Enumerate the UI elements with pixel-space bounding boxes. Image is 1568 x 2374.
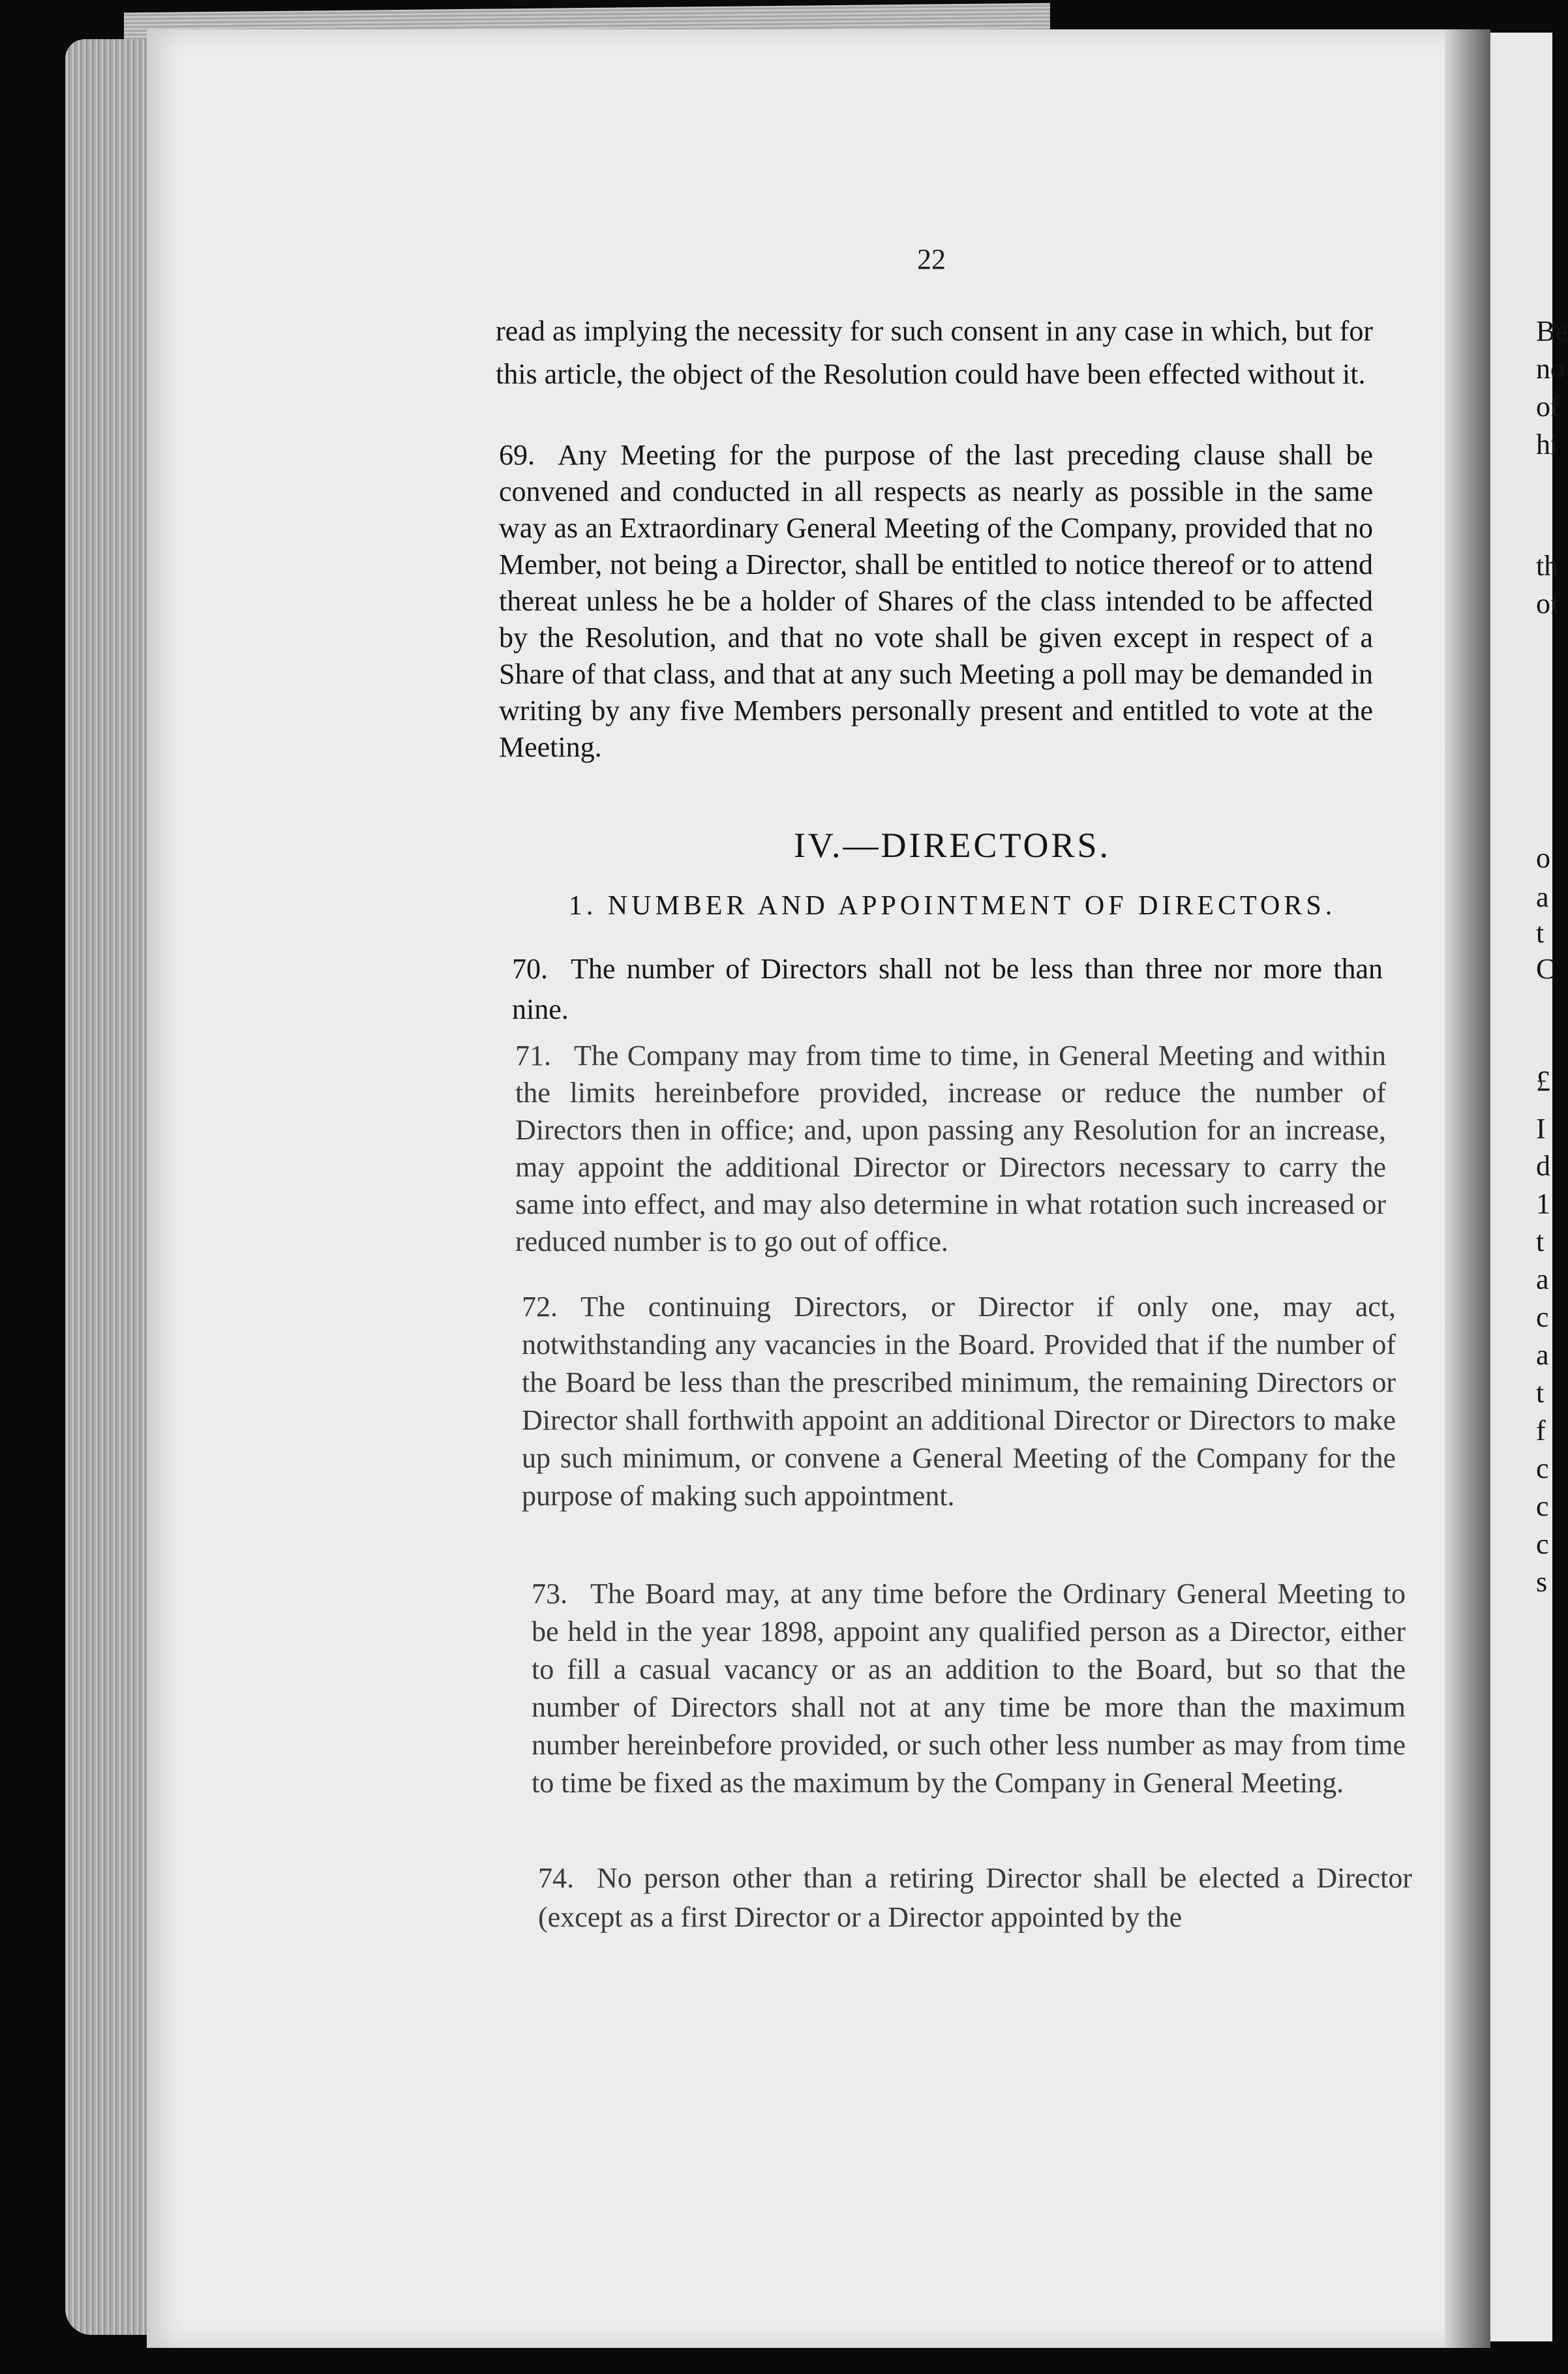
clause-number: 70. xyxy=(512,953,548,985)
facing-fragment: 1 xyxy=(1536,1188,1550,1220)
facing-fragment: th xyxy=(1536,550,1559,582)
clause-number: 72. xyxy=(522,1291,558,1323)
clause-number: 73. xyxy=(532,1578,567,1610)
facing-fragment: s xyxy=(1536,1566,1548,1598)
facing-fragment: no xyxy=(1536,353,1565,385)
facing-fragment: a xyxy=(1536,1263,1549,1295)
continuation-paragraph xyxy=(496,310,1373,396)
clause-70 xyxy=(512,949,1383,1030)
facing-fragment: c xyxy=(1536,1452,1549,1484)
clause-text: The Board may, at any time before the Ordinary General Meeting to be held in the year 1898, appoint any qualified person as a Director, either to fill a casual vacancy or as an addition to the Board, but so that the number of Directors shall not at any time be more than the maximum number hereinbefore provided, or such other less number as may from time to time be fixed as the maximum by the Company in General Meeting. xyxy=(532,1578,1406,1799)
facing-fragment: c xyxy=(1536,1490,1549,1522)
facing-fragment: o xyxy=(1536,842,1550,874)
facing-fragment: c xyxy=(1536,1528,1549,1560)
clause-text: The number of Directors shall not be less than three nor more than nine. xyxy=(512,953,1383,1025)
clause-text: Any Meeting for the purpose of the last preceding clause shall be convened and conducted in all respects as nearly as possible in the same way as an Extraordinary General Meeting of the Company, provided that no Member, not being a Director, shall be entitled to notice thereof or to attend thereat unless he be a holder of Shares of the class intended to be affected by the Resolution, and that no vote shall be given except in respect of a Share of that class, and that at any such Meeting a poll may be demanded in writing by any five Members personally present and entitled to vote at the Meeting. xyxy=(499,439,1373,763)
clause-text: No person other than a retiring Director shall be elected a Director (except as a first Director or a Director appointed by the xyxy=(538,1862,1412,1933)
clause-69 xyxy=(499,437,1373,766)
facing-fragment: C xyxy=(1536,953,1556,985)
clause-number: 74. xyxy=(538,1862,574,1894)
clause-72 xyxy=(522,1288,1396,1515)
facing-fragment: d xyxy=(1536,1150,1550,1182)
facing-fragment: f xyxy=(1536,1415,1546,1447)
clause-74 xyxy=(538,1859,1412,1937)
clause-text: The continuing Directors, or Director if only one, may act, notwithstanding any vacancies in the Board. Provided that if the number of the Board be less than the prescribed minimum, the remaining Directors or Director shall forthwith appoint an additional Director or Directors to make up such minimum, or convene a General Meeting of the Company for the purpose of making such appointment. xyxy=(522,1291,1396,1512)
clause-73 xyxy=(532,1575,1406,1802)
clause-71 xyxy=(515,1037,1386,1260)
facing-fragment: £ xyxy=(1536,1065,1550,1097)
section-heading: IV.—DIRECTORS. xyxy=(793,826,1111,865)
book-gutter xyxy=(1445,29,1490,2348)
facing-fragment: hi xyxy=(1536,428,1559,460)
facing-fragment: a xyxy=(1536,1339,1549,1371)
facing-fragment: a xyxy=(1536,881,1549,913)
clause-number: 71. xyxy=(515,1040,551,1072)
facing-fragment: t xyxy=(1536,1377,1545,1409)
clause-number: 69. xyxy=(499,439,535,471)
page-number: 22 xyxy=(917,243,946,275)
facing-fragment: of xyxy=(1536,588,1560,620)
page-stack-left-edge xyxy=(65,39,157,2335)
subsection-heading: 1. NUMBER AND APPOINTMENT OF DIRECTORS. xyxy=(568,891,1336,921)
continuation-text: read as implying the necessity for such consent in any case in which, but for this article, the object of the Resolution could have been effected without it. xyxy=(496,315,1373,390)
facing-fragment: t xyxy=(1536,917,1545,949)
facing-fragment: of xyxy=(1536,391,1560,423)
facing-fragment: t xyxy=(1536,1225,1545,1257)
facing-fragment: Be xyxy=(1536,315,1568,347)
facing-fragment: I xyxy=(1536,1113,1546,1145)
facing-fragment: c xyxy=(1536,1301,1549,1333)
clause-text: The Company may from time to time, in General Meeting and within the limits hereinbefore provided, increase or reduce the number of Directors then in office; and, upon passing any Resolution for an increase, may appoint the additional Director or Directors necessary to carry the same into effect, and may also determine in what rotation such increased or reduced number is to go out of office. xyxy=(515,1040,1386,1257)
